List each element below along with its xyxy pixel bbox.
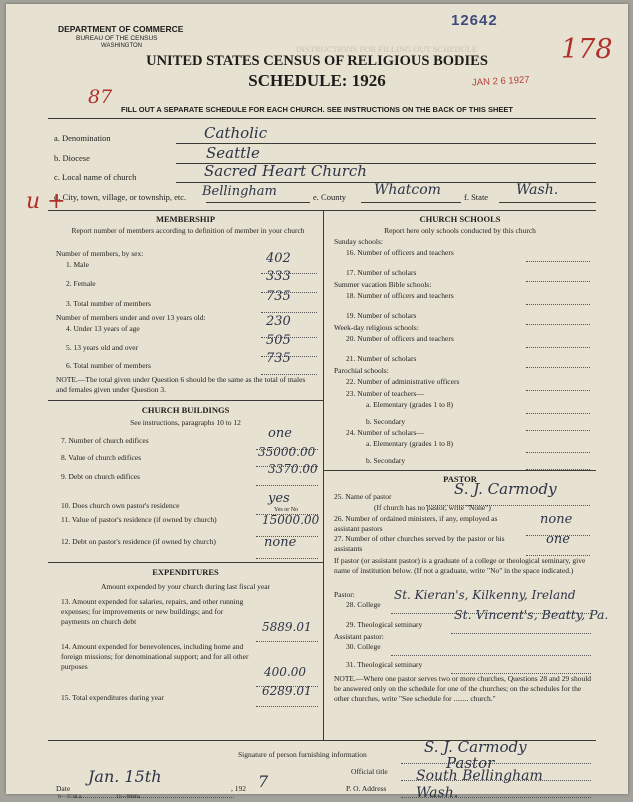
- q22-answer: [526, 379, 590, 391]
- by-age-heading: Number of members under and over 13 years old:: [56, 313, 206, 322]
- signature-value: S. J. Carmody: [424, 738, 527, 756]
- signature-label: Signature of person furnishing information: [238, 750, 367, 759]
- q21-label: 21. Number of scholars: [346, 354, 417, 363]
- department-label: DEPARTMENT OF COMMERCE: [58, 24, 184, 34]
- q27-value: one: [546, 532, 570, 547]
- year-value: 7: [258, 772, 269, 791]
- city-value: Bellingham: [202, 184, 277, 199]
- pastor-note: NOTE.—Where one pastor serves two or more churches, Questions 28 and 29 should be answered only on the schedule for one of the churches; on the schedules for the other churches, write "See schedule for ........ church.": [334, 674, 592, 703]
- address-label: P. O. Address: [346, 784, 387, 793]
- q6-label: 6. Total number of members: [66, 361, 151, 370]
- address-value: South Bellingham Wash.: [416, 768, 543, 801]
- county-label: e. County: [313, 192, 347, 202]
- q8-label: 8. Value of church edifices: [61, 453, 142, 462]
- q16-answer: [526, 250, 590, 262]
- q14-value: 400.00: [264, 665, 306, 679]
- church-name-value: Sacred Heart Church: [204, 162, 367, 180]
- q15-value: 6289.01: [262, 684, 312, 698]
- schools-intro: Report here only schools conducted by this church: [384, 226, 536, 235]
- q11-value: 15000.00: [262, 513, 320, 527]
- q25-label: 25. Name of pastor: [334, 492, 392, 501]
- margin-red-mark: u +: [26, 189, 66, 214]
- q28-value: St. Kieran's, Kilkenny, Ireland: [394, 588, 576, 602]
- q13-label: 13. Amount expended for salaries, repairs, and other running expenses; for improvements or new buildings; and for payments on church debt: [61, 597, 244, 626]
- membership-note: NOTE.—The total given under Question 6 should be the same as the total of males and females given under Question 3.: [56, 375, 306, 394]
- q22-label: 22. Number of administrative officers: [346, 377, 460, 386]
- expenditures-intro: Amount expended by your church during last fiscal year: [100, 582, 271, 591]
- q23a-label: a. Elementary (grades 1 to 8): [366, 400, 454, 409]
- q30-label: 30. College: [346, 642, 381, 651]
- q31-label: 31. Theological seminary: [346, 660, 423, 669]
- q23a-answer: [526, 402, 590, 414]
- q19-label: 19. Number of scholars: [346, 311, 417, 320]
- q5-label: 5. 13 years old and over: [66, 343, 139, 352]
- weekday-heading: Week-day religious schools:: [334, 323, 419, 332]
- q23-label: 23. Number of teachers—: [346, 389, 424, 398]
- q23b-label: b. Secondary: [366, 417, 406, 426]
- q2-label: 2. Female: [66, 279, 96, 288]
- q7-value: one: [268, 426, 292, 441]
- buildings-title: CHURCH BUILDINGS: [141, 405, 230, 415]
- q24b-label: b. Secondary: [366, 456, 406, 465]
- q11-label: 11. Value of pastor's residence (if owned by church): [61, 515, 217, 524]
- q25-value: S. J. Carmody: [454, 480, 557, 498]
- expenditures-title: EXPENDITURES: [152, 567, 219, 577]
- q25-note: (If church has no pastor, write "None"): [374, 503, 491, 512]
- date-value: Jan. 15th: [88, 767, 162, 786]
- q4-label: 4. Under 13 years of age: [66, 324, 140, 333]
- q29-value: St. Vincent's, Beatty, Pa.: [454, 607, 609, 622]
- q20-label: 20. Number of officers and teachers: [346, 334, 454, 343]
- yes-or-no-hint: Yes or No: [274, 507, 299, 513]
- diocese-value: Seattle: [206, 144, 260, 162]
- church-name-label: c. Local name of church: [54, 172, 137, 182]
- q17-answer: [526, 270, 590, 282]
- q1-label: 1. Male: [66, 260, 89, 269]
- q12-value: none: [264, 535, 297, 550]
- q24b-answer: [526, 458, 590, 470]
- form-subtitle: SCHEDULE: 1926: [248, 71, 386, 90]
- q29-label: 29. Theological seminary: [346, 620, 423, 629]
- graduate-note: If pastor (or assistant pastor) is a graduate of a college or theological seminary, give name of institution below. (If not a graduate, write "No" in the space indicated.): [334, 556, 586, 575]
- q31-answer: [451, 662, 591, 674]
- state-value: Wash.: [516, 182, 559, 198]
- q30-answer: [391, 644, 591, 656]
- q28-label: 28. College: [346, 600, 381, 609]
- buildings-intro: See instructions, paragraphs 10 to 12: [130, 418, 241, 427]
- summer-heading: Summer vacation Bible schools:: [334, 280, 432, 289]
- bureau-label: BUREAU OF THE CENSUS: [76, 35, 158, 42]
- census-schedule-form: [6, 4, 628, 801]
- form-number: 6—3518 a: [58, 794, 82, 800]
- q12-label: 12. Debt on pastor's residence (if owned by church): [61, 537, 216, 546]
- q26-value: none: [540, 512, 573, 527]
- official-title-value: Pastor: [446, 754, 495, 772]
- form-title: UNITED STATES CENSUS OF RELIGIOUS BODIES: [146, 53, 488, 69]
- q24a-label: a. Elementary (grades 1 to 8): [366, 439, 454, 448]
- q23b-answer: [526, 419, 590, 431]
- year-prefix: , 192: [231, 784, 246, 793]
- q7-label: 7. Number of church edifices: [61, 436, 149, 445]
- q8-value: 35000.00: [258, 445, 316, 459]
- q27-label: 27. Number of other churches served by the pastor or his assistants: [334, 534, 505, 553]
- diocese-label: b. Diocese: [54, 153, 90, 163]
- q10-label: 10. Does church own pastor's residence: [61, 501, 180, 510]
- q20-answer: [526, 336, 590, 348]
- sunday-heading: Sunday schools:: [334, 237, 383, 246]
- denomination-label: a. Denomination: [54, 133, 111, 143]
- q2-value: 333: [266, 269, 291, 284]
- county-value: Whatcom: [374, 182, 441, 198]
- q19-answer: [526, 313, 590, 325]
- q24a-answer: [526, 441, 590, 453]
- q5-value: 505: [266, 333, 291, 348]
- q9-value: 3370.00: [268, 462, 318, 476]
- q14-label: 14. Amount expended for benevolences, including home and foreign missions; for denominational support; and for all other purposes: [61, 642, 249, 671]
- separate-schedule-instruction: FILL OUT A SEPARATE SCHEDULE FOR EACH CHURCH. SEE INSTRUCTIONS ON THE BACK OF THIS SHEET: [121, 105, 513, 114]
- q18-answer: [526, 293, 590, 305]
- schools-title: CHURCH SCHOOLS: [419, 214, 501, 224]
- q15-label: 15. Total expenditures during year: [61, 693, 164, 702]
- q17-label: 17. Number of scholars: [346, 268, 417, 277]
- serial-number: 12642: [451, 12, 498, 29]
- q26-label: 26. Number of ordained ministers, if any, employed as assistant pastors: [334, 514, 498, 533]
- city-label: WASHINGTON: [101, 43, 143, 49]
- q4-value: 230: [266, 314, 291, 329]
- q1-value: 402: [266, 251, 291, 266]
- by-sex-heading: Number of members, by sex:: [56, 249, 144, 258]
- membership-intro: Report number of members according to definition of member in your church: [71, 226, 305, 235]
- red-mark-right: 178: [561, 34, 613, 65]
- membership-title: MEMBERSHIP: [155, 214, 216, 224]
- official-title-label: Official title: [351, 767, 388, 776]
- parochial-heading: Parochial schools:: [334, 366, 389, 375]
- bleed-through-text: INSTRUCTIONS FOR FILLING OUT SCHEDULE: [296, 44, 478, 54]
- city-label: d. City, town, village, or township, etc.: [54, 192, 187, 202]
- pastor-title: PASTOR: [443, 474, 477, 484]
- print-number: 11—9086a: [116, 794, 141, 800]
- q3-value: 735: [266, 289, 291, 304]
- denomination-value: Catholic: [204, 124, 268, 142]
- q9-label: 9. Debt on church edifices: [61, 472, 140, 481]
- red-mark-left: 87: [88, 86, 113, 108]
- date-label: Date: [56, 784, 71, 793]
- q3-label: 3. Total number of members: [66, 299, 151, 308]
- q13-value: 5889.01: [262, 620, 312, 634]
- q6-value: 735: [266, 351, 291, 366]
- q24-label: 24. Number of scholars—: [346, 428, 424, 437]
- received-stamp: JAN 2 6 1927: [471, 74, 530, 89]
- q21-answer: [526, 356, 590, 368]
- pastor-subheading: Pastor:: [334, 590, 355, 599]
- q18-label: 18. Number of officers and teachers: [346, 291, 454, 300]
- assistant-pastor-subheading: Assistant pastor:: [334, 632, 384, 641]
- q16-label: 16. Number of officers and teachers: [346, 248, 454, 257]
- state-label: f. State: [464, 192, 489, 202]
- q10-value: yes: [268, 491, 290, 506]
